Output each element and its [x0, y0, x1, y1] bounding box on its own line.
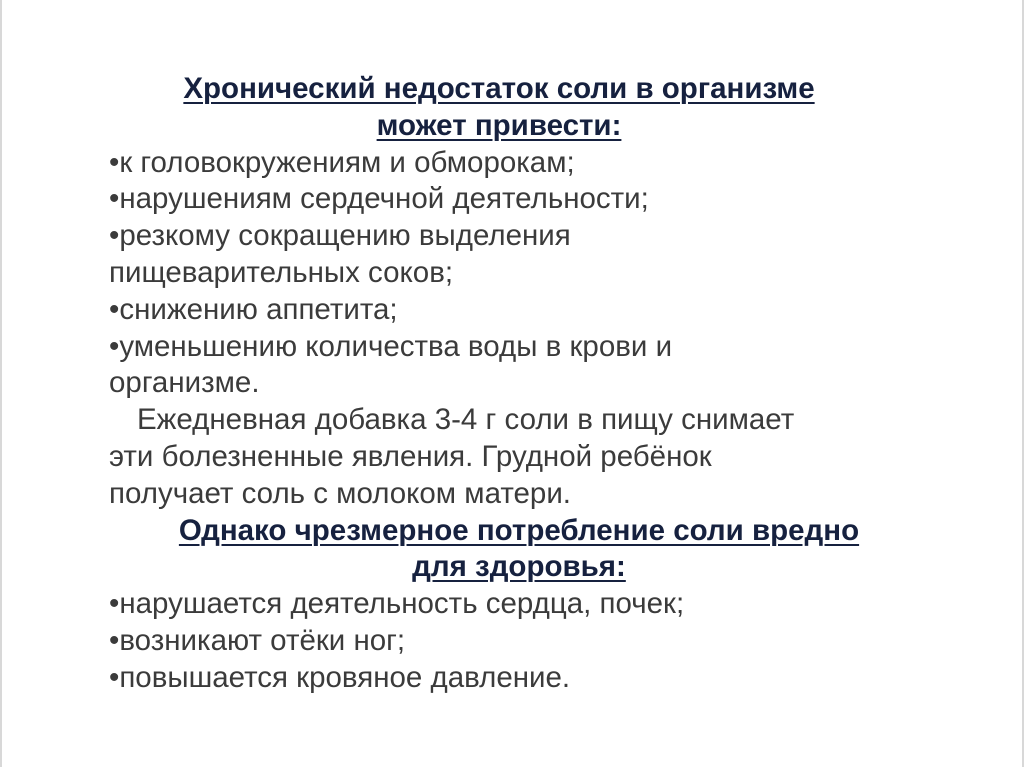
bullet-blood-pressure: •повышается кровяное давление.	[109, 660, 571, 694]
bullet-edema: •возникают отёки ног;	[109, 623, 406, 657]
bullet-digestive-juices-cont: пищеварительных соков;	[109, 255, 454, 289]
paragraph-line3: получает соль с молоком матери.	[109, 476, 571, 510]
heading-deficiency-line2: может привести:	[376, 108, 622, 142]
bullet-appetite: •снижению аппетита;	[109, 292, 398, 326]
bullet-water-reduction-cont: организме.	[109, 366, 260, 400]
paragraph-line2: эти болезненные явления. Грудной ребёнок	[109, 439, 712, 473]
bullet-water-reduction: •уменьшению количества воды в крови и	[109, 329, 673, 363]
bullet-digestive-juices: •резкому сокращению выделения	[109, 219, 571, 253]
slide-content	[109, 71, 929, 697]
heading-excess-line1: Однако чрезмерное потребление соли вредно	[178, 513, 860, 547]
bullet-heart-kidneys: •нарушается деятельность сердца, почек;	[109, 587, 685, 621]
bullet-dizziness: •к головокружениям и обморокам;	[109, 145, 575, 179]
heading-deficiency-line1: Хронический недостаток соли в организме	[183, 72, 815, 105]
heading-excess-line2: для здоровья:	[412, 550, 626, 584]
paragraph-line1: Ежедневная добавка 3-4 г соли в пищу снимает	[137, 403, 795, 437]
bullet-heart-disorder: •нарушениям сердечной деятельности;	[109, 182, 649, 216]
